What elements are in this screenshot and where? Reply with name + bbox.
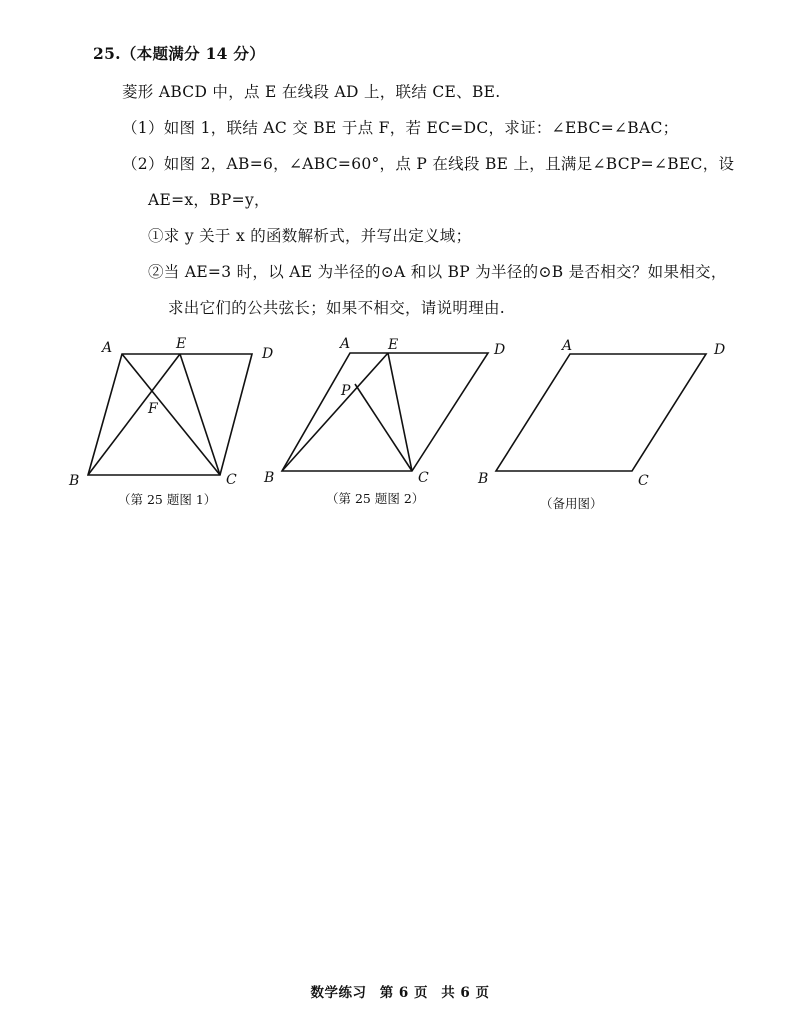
fig3-label-c: C bbox=[638, 473, 649, 489]
fig2-segment-be bbox=[282, 353, 388, 471]
part-2-text-line-1: （2）如图 2，AB=6，∠ABC=60°，点 P 在线段 BE 上，且满足∠BCP=∠BEC，设 bbox=[122, 155, 735, 173]
fig1-label-c: C bbox=[226, 472, 237, 488]
fig2-label-a: A bbox=[340, 336, 351, 352]
fig3-caption: （备用图） bbox=[540, 496, 603, 511]
fig2-label-e: E bbox=[388, 337, 399, 353]
fig1-caption: （第 25 题图 1） bbox=[118, 492, 217, 507]
fig1-segment-ce bbox=[180, 354, 220, 475]
part-1-text: （1）如图 1，联结 AC 交 BE 于点 F，若 EC=DC，求证：∠EBC=∠BAC； bbox=[122, 119, 679, 137]
figure-2 bbox=[282, 353, 488, 471]
question-2-text-line-2: 求出它们的公共弦长；如果不相交，请说明理由. bbox=[168, 299, 506, 317]
page-footer bbox=[0, 981, 800, 1001]
fig2-caption: （第 25 题图 2） bbox=[326, 491, 425, 506]
fig2-label-b: B bbox=[264, 470, 275, 486]
fig1-label-f: F bbox=[148, 401, 158, 417]
fig2-label-d: D bbox=[494, 342, 506, 358]
footer-subject: 数学练习 bbox=[310, 985, 367, 1001]
fig1-segment-ac bbox=[122, 354, 220, 475]
fig3-label-a: A bbox=[562, 338, 573, 354]
question-1-text: ①求 y 关于 x 的函数解析式，并写出定义域； bbox=[148, 227, 472, 245]
footer-page-number: 第 6 页 bbox=[379, 985, 428, 1001]
fig1-segment-be bbox=[88, 354, 180, 475]
fig2-label-p: P bbox=[341, 383, 351, 399]
fig3-label-d: D bbox=[714, 342, 726, 358]
part-2-text-line-2: AE=x，BP=y， bbox=[148, 191, 270, 209]
fig2-rhombus bbox=[282, 353, 488, 471]
problem-heading: 25.（本题满分 14 分） bbox=[93, 44, 266, 63]
fig1-label-a: A bbox=[102, 340, 113, 356]
fig1-label-d: D bbox=[262, 346, 274, 362]
fig3-label-b: B bbox=[478, 471, 489, 487]
figure-1 bbox=[88, 354, 252, 475]
figure-3 bbox=[496, 354, 706, 471]
footer-total-pages: 共 6 页 bbox=[441, 985, 490, 1001]
fig1-label-e: E bbox=[176, 336, 187, 352]
figures-area bbox=[0, 330, 800, 530]
fig1-label-b: B bbox=[69, 473, 80, 489]
problem-intro: 菱形 ABCD 中，点 E 在线段 AD 上，联结 CE、BE. bbox=[122, 83, 501, 101]
question-2-text-line-1: ②当 AE=3 时，以 AE 为半径的⊙A 和以 BP 为半径的⊙B 是否相交？如果相交， bbox=[148, 263, 727, 281]
fig3-rhombus bbox=[496, 354, 706, 471]
fig2-label-c: C bbox=[418, 470, 429, 486]
